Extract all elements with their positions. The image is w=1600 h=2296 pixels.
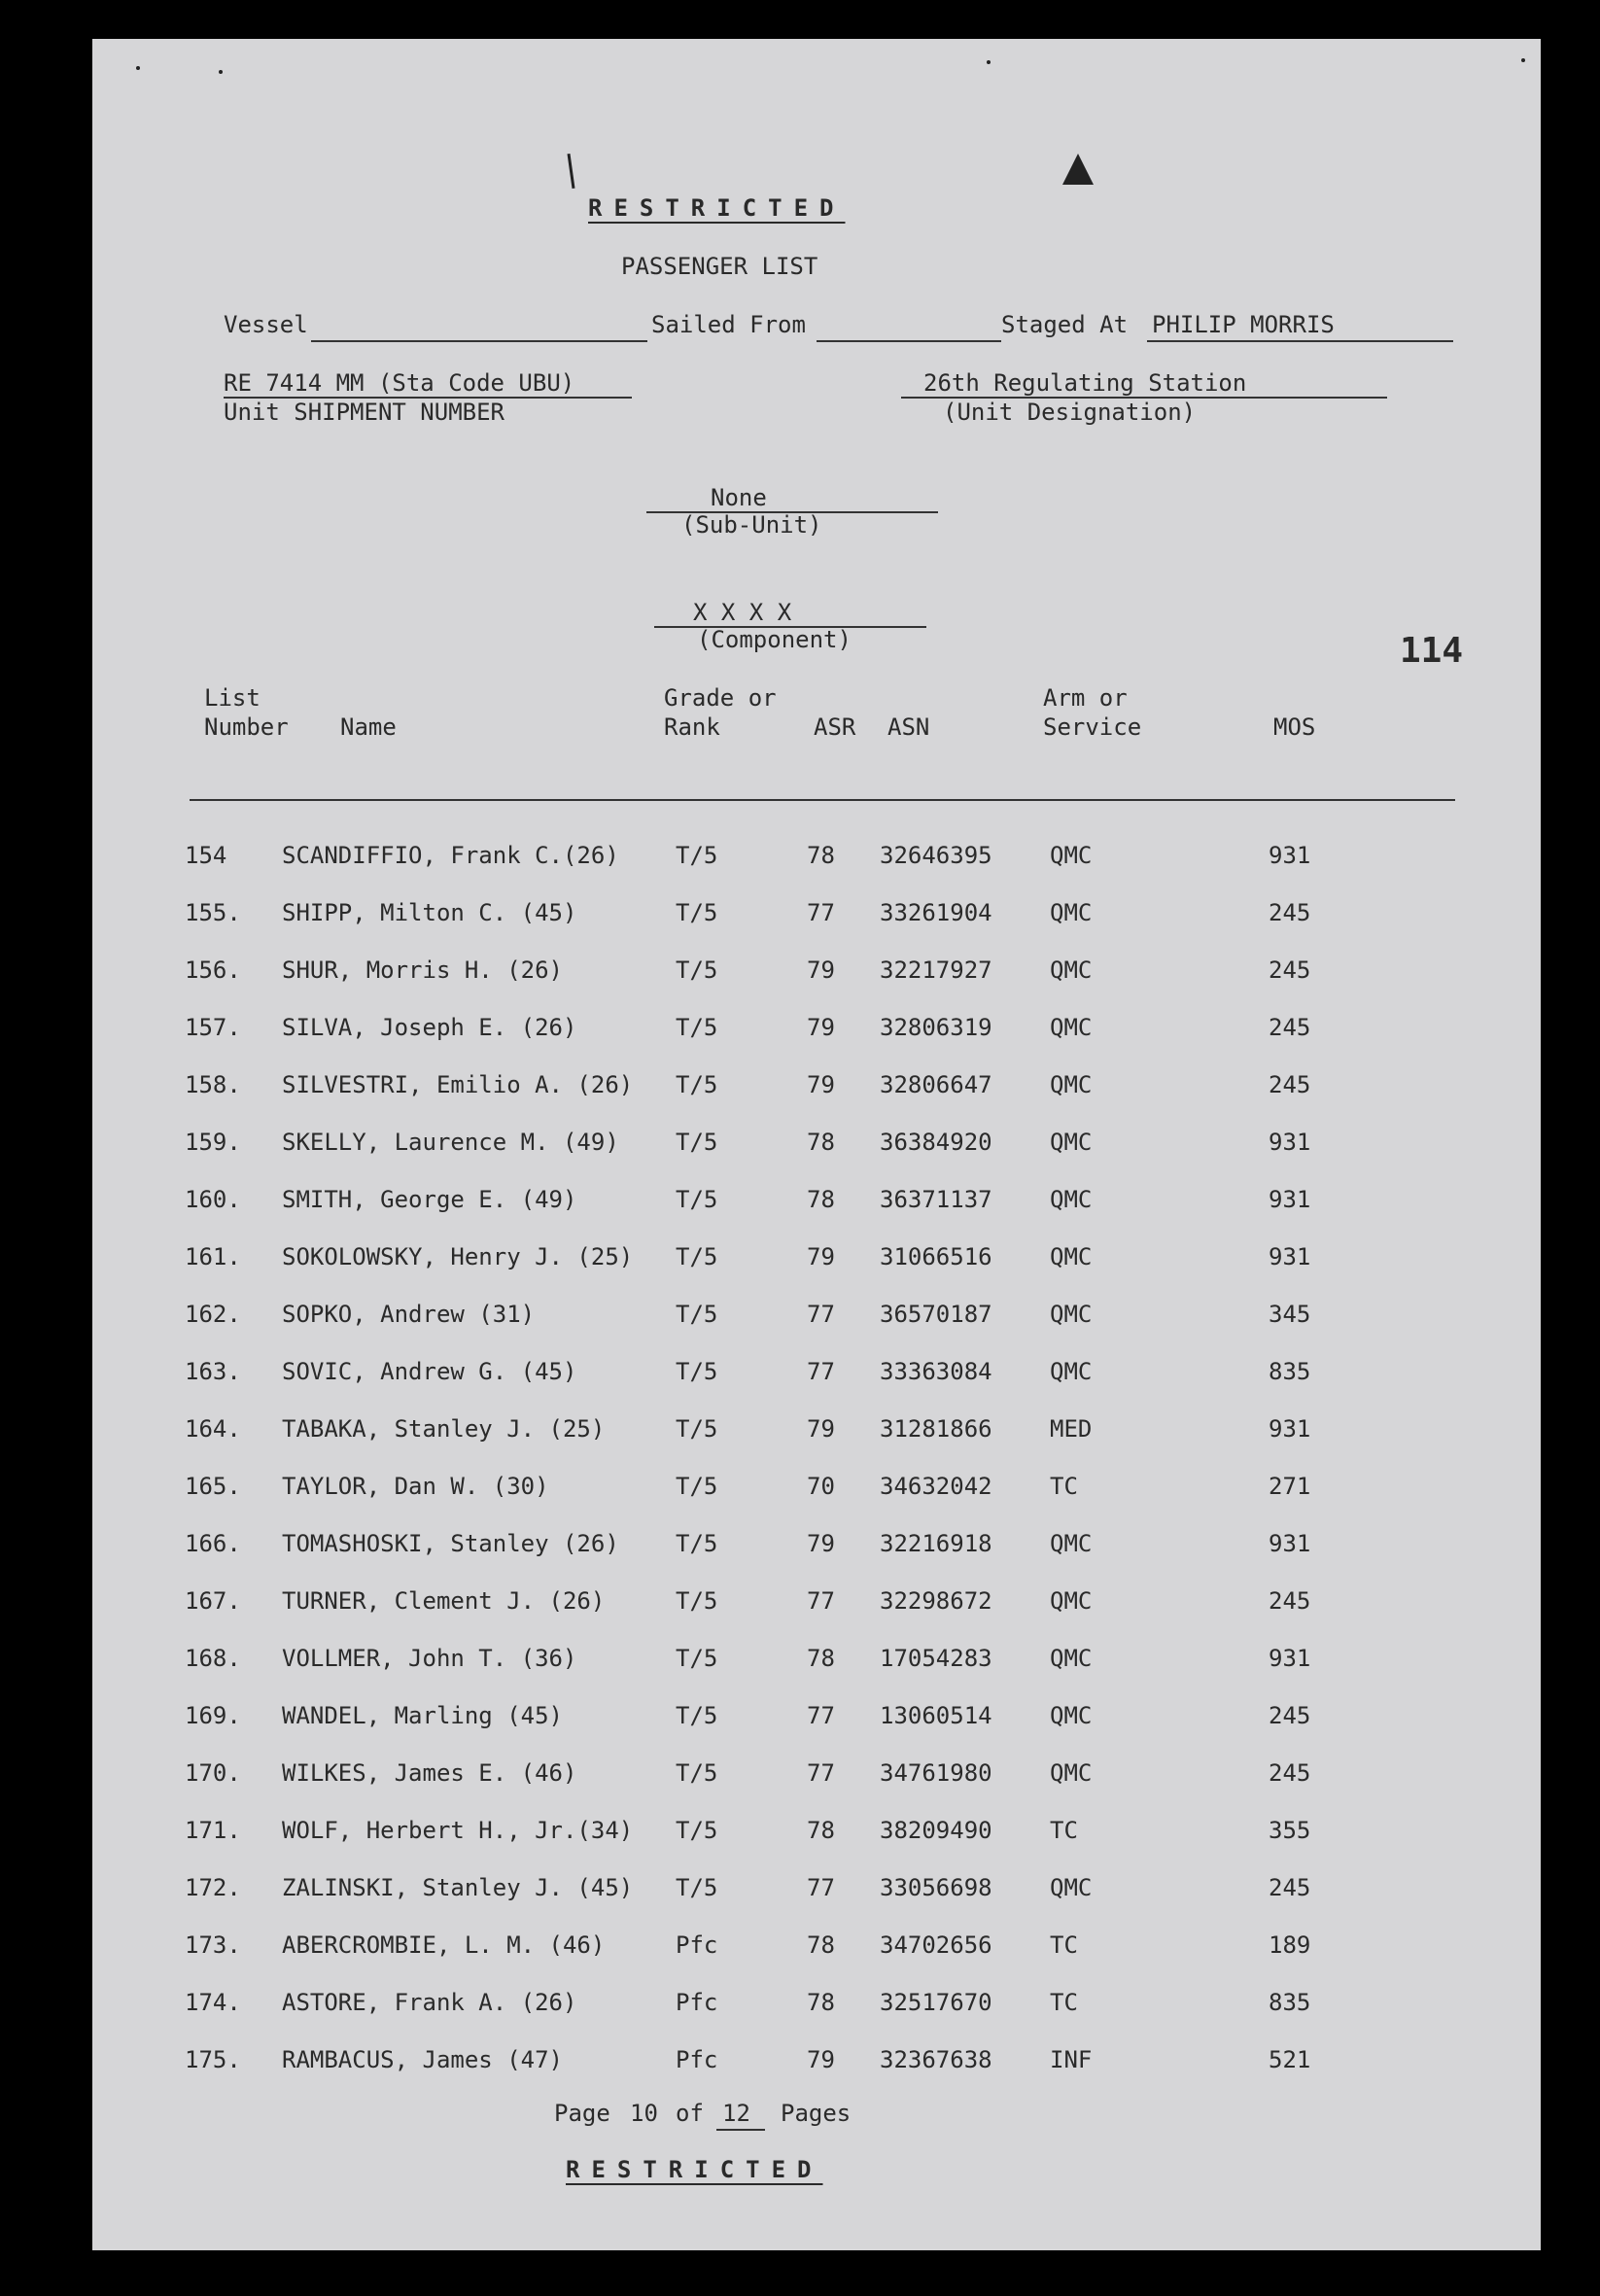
footer-total-underline	[716, 2129, 765, 2131]
row-list-number: 162.	[185, 1301, 241, 1328]
page-stamp-number: 114	[1400, 631, 1464, 671]
row-name: TABAKA, Stanley J. (25)	[282, 1415, 606, 1443]
row-arm-service: QMC	[1050, 1301, 1093, 1328]
row-asr: 79	[807, 1071, 835, 1098]
row-asr: 78	[807, 1931, 835, 1959]
speck-mark	[136, 66, 140, 70]
row-mos: 931	[1269, 1129, 1311, 1156]
row-mos: 245	[1269, 1587, 1311, 1615]
row-name: TOMASHOSKI, Stanley (26)	[282, 1530, 619, 1557]
row-asn: 32216918	[880, 1530, 992, 1557]
col-name: Name	[340, 713, 397, 741]
row-list-number: 156.	[185, 957, 241, 984]
row-mos: 245	[1269, 1014, 1311, 1041]
row-asn: 32217927	[880, 957, 992, 984]
col-grade-line1: Grade or	[664, 684, 777, 712]
row-grade: T/5	[676, 957, 718, 984]
row-grade: T/5	[676, 842, 718, 869]
col-asr: ASR	[814, 713, 856, 741]
row-mos: 245	[1269, 1874, 1311, 1901]
row-arm-service: QMC	[1050, 1243, 1093, 1270]
row-grade: T/5	[676, 1702, 718, 1729]
row-asr: 77	[807, 1874, 835, 1901]
row-asn: 17054283	[880, 1645, 992, 1672]
footer-pages-word: Pages	[781, 2100, 852, 2127]
footer-page-number: 10	[630, 2100, 658, 2127]
row-list-number: 169.	[185, 1702, 241, 1729]
row-asr: 78	[807, 842, 835, 869]
row-name: WOLF, Herbert H., Jr.(34)	[282, 1817, 634, 1844]
row-grade: T/5	[676, 1014, 718, 1041]
row-asr: 77	[807, 1702, 835, 1729]
row-asn: 34761980	[880, 1759, 992, 1787]
row-mos: 931	[1269, 842, 1311, 869]
row-name: SCANDIFFIO, Frank C.(26)	[282, 842, 619, 869]
row-mos: 931	[1269, 1530, 1311, 1557]
row-arm-service: QMC	[1050, 1530, 1093, 1557]
row-list-number: 166.	[185, 1530, 241, 1557]
sailed-from-label: Sailed From	[651, 311, 806, 338]
row-arm-service: TC	[1050, 1989, 1078, 2016]
row-asr: 78	[807, 1129, 835, 1156]
row-grade: T/5	[676, 1243, 718, 1270]
row-asr: 79	[807, 2046, 835, 2073]
sailed-from-field-line	[817, 340, 1001, 342]
row-grade: T/5	[676, 1129, 718, 1156]
component-value: X X X X	[693, 599, 792, 626]
restricted-footer: RESTRICTED	[566, 2156, 823, 2183]
triangle-mark-icon	[1062, 154, 1094, 185]
row-grade: T/5	[676, 1415, 718, 1443]
row-name: SOKOLOWSKY, Henry J. (25)	[282, 1243, 634, 1270]
row-mos: 245	[1269, 957, 1311, 984]
row-arm-service: QMC	[1050, 957, 1093, 984]
row-grade: T/5	[676, 899, 718, 926]
staged-at-value: PHILIP MORRIS	[1152, 311, 1335, 338]
row-arm-service: QMC	[1050, 899, 1093, 926]
row-arm-service: INF	[1050, 2046, 1093, 2073]
row-asn: 36371137	[880, 1186, 992, 1213]
speck-mark	[1521, 58, 1525, 62]
vessel-label: Vessel	[224, 311, 308, 338]
row-name: RAMBACUS, James (47)	[282, 2046, 563, 2073]
row-name: SOVIC, Andrew G. (45)	[282, 1358, 577, 1385]
row-asr: 70	[807, 1473, 835, 1500]
row-arm-service: QMC	[1050, 1702, 1093, 1729]
sub-unit-label: (Sub-Unit)	[681, 511, 822, 539]
row-name: SOPKO, Andrew (31)	[282, 1301, 536, 1328]
row-arm-service: QMC	[1050, 1071, 1093, 1098]
row-arm-service: QMC	[1050, 842, 1093, 869]
row-list-number: 174.	[185, 1989, 241, 2016]
row-grade: T/5	[676, 1874, 718, 1901]
row-name: WANDEL, Marling (45)	[282, 1702, 563, 1729]
row-list-number: 170.	[185, 1759, 241, 1787]
row-asn: 34632042	[880, 1473, 992, 1500]
staged-at-field-line	[1147, 340, 1453, 342]
shipment-number-label: Unit SHIPMENT NUMBER	[224, 399, 504, 426]
row-name: VOLLMER, John T. (36)	[282, 1645, 577, 1672]
row-mos: 271	[1269, 1473, 1311, 1500]
row-list-number: 165.	[185, 1473, 241, 1500]
row-list-number: 172.	[185, 1874, 241, 1901]
row-grade: T/5	[676, 1071, 718, 1098]
header-rule	[190, 799, 1455, 801]
row-arm-service: QMC	[1050, 1358, 1093, 1385]
row-list-number: 158.	[185, 1071, 241, 1098]
row-list-number: 157.	[185, 1014, 241, 1041]
row-arm-service: TC	[1050, 1931, 1078, 1959]
row-asr: 79	[807, 957, 835, 984]
row-mos: 245	[1269, 899, 1311, 926]
row-mos: 521	[1269, 2046, 1311, 2073]
row-name: WILKES, James E. (46)	[282, 1759, 577, 1787]
row-asr: 79	[807, 1530, 835, 1557]
document-page	[92, 39, 1541, 2250]
row-asr: 79	[807, 1243, 835, 1270]
row-name: SHUR, Morris H. (26)	[282, 957, 563, 984]
row-asr: 79	[807, 1415, 835, 1443]
row-asr: 77	[807, 1587, 835, 1615]
unit-designation-value: 26th Regulating Station	[923, 369, 1247, 397]
col-asn: ASN	[887, 713, 930, 741]
row-list-number: 161.	[185, 1243, 241, 1270]
row-list-number: 155.	[185, 899, 241, 926]
row-mos: 189	[1269, 1931, 1311, 1959]
row-asr: 77	[807, 1358, 835, 1385]
row-asr: 78	[807, 1186, 835, 1213]
row-mos: 931	[1269, 1243, 1311, 1270]
row-name: SHIPP, Milton C. (45)	[282, 899, 577, 926]
row-asr: 78	[807, 1645, 835, 1672]
document-title: PASSENGER LIST	[621, 253, 818, 280]
row-asn: 13060514	[880, 1702, 992, 1729]
row-list-number: 164.	[185, 1415, 241, 1443]
unit-designation-label: (Unit Designation)	[943, 399, 1197, 426]
row-asn: 32646395	[880, 842, 992, 869]
footer-total-pages: 12	[722, 2100, 750, 2127]
row-grade: Pfc	[676, 2046, 718, 2073]
row-asn: 36384920	[880, 1129, 992, 1156]
row-mos: 245	[1269, 1702, 1311, 1729]
row-mos: 345	[1269, 1301, 1311, 1328]
staged-at-label: Staged At	[1001, 311, 1129, 338]
speck-mark	[219, 70, 223, 74]
row-grade: T/5	[676, 1186, 718, 1213]
row-asn: 33056698	[880, 1874, 992, 1901]
row-grade: T/5	[676, 1759, 718, 1787]
row-name: SMITH, George E. (49)	[282, 1186, 577, 1213]
row-arm-service: QMC	[1050, 1874, 1093, 1901]
row-mos: 245	[1269, 1759, 1311, 1787]
row-arm-service: QMC	[1050, 1587, 1093, 1615]
col-mos: MOS	[1273, 713, 1316, 741]
col-list-number-line1: List	[204, 684, 261, 712]
restricted-header: RESTRICTED	[588, 194, 846, 222]
shipment-number-value: RE 7414 MM (Sta Code UBU)	[224, 369, 575, 397]
row-mos: 931	[1269, 1415, 1311, 1443]
row-list-number: 171.	[185, 1817, 241, 1844]
row-grade: T/5	[676, 1645, 718, 1672]
vessel-field-line	[311, 340, 647, 342]
row-grade: T/5	[676, 1473, 718, 1500]
row-name: ABERCROMBIE, L. M. (46)	[282, 1931, 606, 1959]
row-name: SILVESTRI, Emilio A. (26)	[282, 1071, 634, 1098]
row-asn: 31281866	[880, 1415, 992, 1443]
row-asn: 31066516	[880, 1243, 992, 1270]
row-asn: 32806647	[880, 1071, 992, 1098]
row-name: ASTORE, Frank A. (26)	[282, 1989, 577, 2016]
row-name: SILVA, Joseph E. (26)	[282, 1014, 577, 1041]
row-arm-service: TC	[1050, 1817, 1078, 1844]
row-grade: Pfc	[676, 1931, 718, 1959]
row-grade: T/5	[676, 1530, 718, 1557]
sub-unit-value: None	[711, 484, 767, 511]
row-arm-service: QMC	[1050, 1129, 1093, 1156]
row-asr: 77	[807, 1759, 835, 1787]
row-mos: 835	[1269, 1989, 1311, 2016]
row-grade: T/5	[676, 1587, 718, 1615]
row-list-number: 168.	[185, 1645, 241, 1672]
row-asn: 33363084	[880, 1358, 992, 1385]
row-asr: 77	[807, 1301, 835, 1328]
row-mos: 931	[1269, 1186, 1311, 1213]
row-asn: 32517670	[880, 1989, 992, 2016]
col-grade-line2: Rank	[664, 713, 720, 741]
row-arm-service: QMC	[1050, 1645, 1093, 1672]
row-asn: 32298672	[880, 1587, 992, 1615]
row-asn: 32367638	[880, 2046, 992, 2073]
row-mos: 245	[1269, 1071, 1311, 1098]
speck-mark	[987, 60, 991, 64]
row-name: SKELLY, Laurence M. (49)	[282, 1129, 619, 1156]
footer-of-word: of	[676, 2100, 704, 2127]
row-name: ZALINSKI, Stanley J. (45)	[282, 1874, 634, 1901]
row-asn: 34702656	[880, 1931, 992, 1959]
col-arm-line2: Service	[1043, 713, 1142, 741]
row-mos: 931	[1269, 1645, 1311, 1672]
col-arm-line1: Arm or	[1043, 684, 1128, 712]
row-list-number: 160.	[185, 1186, 241, 1213]
row-arm-service: QMC	[1050, 1014, 1093, 1041]
row-arm-service: QMC	[1050, 1186, 1093, 1213]
row-arm-service: QMC	[1050, 1759, 1093, 1787]
row-list-number: 167.	[185, 1587, 241, 1615]
row-arm-service: MED	[1050, 1415, 1093, 1443]
component-label: (Component)	[697, 626, 852, 653]
row-asr: 79	[807, 1014, 835, 1041]
row-arm-service: TC	[1050, 1473, 1078, 1500]
row-list-number: 173.	[185, 1931, 241, 1959]
row-name: TURNER, Clement J. (26)	[282, 1587, 606, 1615]
row-name: TAYLOR, Dan W. (30)	[282, 1473, 549, 1500]
row-grade: Pfc	[676, 1989, 718, 2016]
row-list-number: 154	[185, 842, 227, 869]
row-asn: 36570187	[880, 1301, 992, 1328]
row-grade: T/5	[676, 1301, 718, 1328]
row-mos: 835	[1269, 1358, 1311, 1385]
row-asn: 38209490	[880, 1817, 992, 1844]
row-list-number: 159.	[185, 1129, 241, 1156]
row-asr: 78	[807, 1989, 835, 2016]
row-asr: 77	[807, 899, 835, 926]
row-grade: T/5	[676, 1358, 718, 1385]
footer-page-word: Page	[554, 2100, 610, 2127]
row-list-number: 163.	[185, 1358, 241, 1385]
row-asr: 78	[807, 1817, 835, 1844]
row-asn: 33261904	[880, 899, 992, 926]
row-list-number: 175.	[185, 2046, 241, 2073]
col-list-number-line2: Number	[204, 713, 289, 741]
row-grade: T/5	[676, 1817, 718, 1844]
pen-mark	[568, 154, 575, 189]
row-mos: 355	[1269, 1817, 1311, 1844]
row-asn: 32806319	[880, 1014, 992, 1041]
